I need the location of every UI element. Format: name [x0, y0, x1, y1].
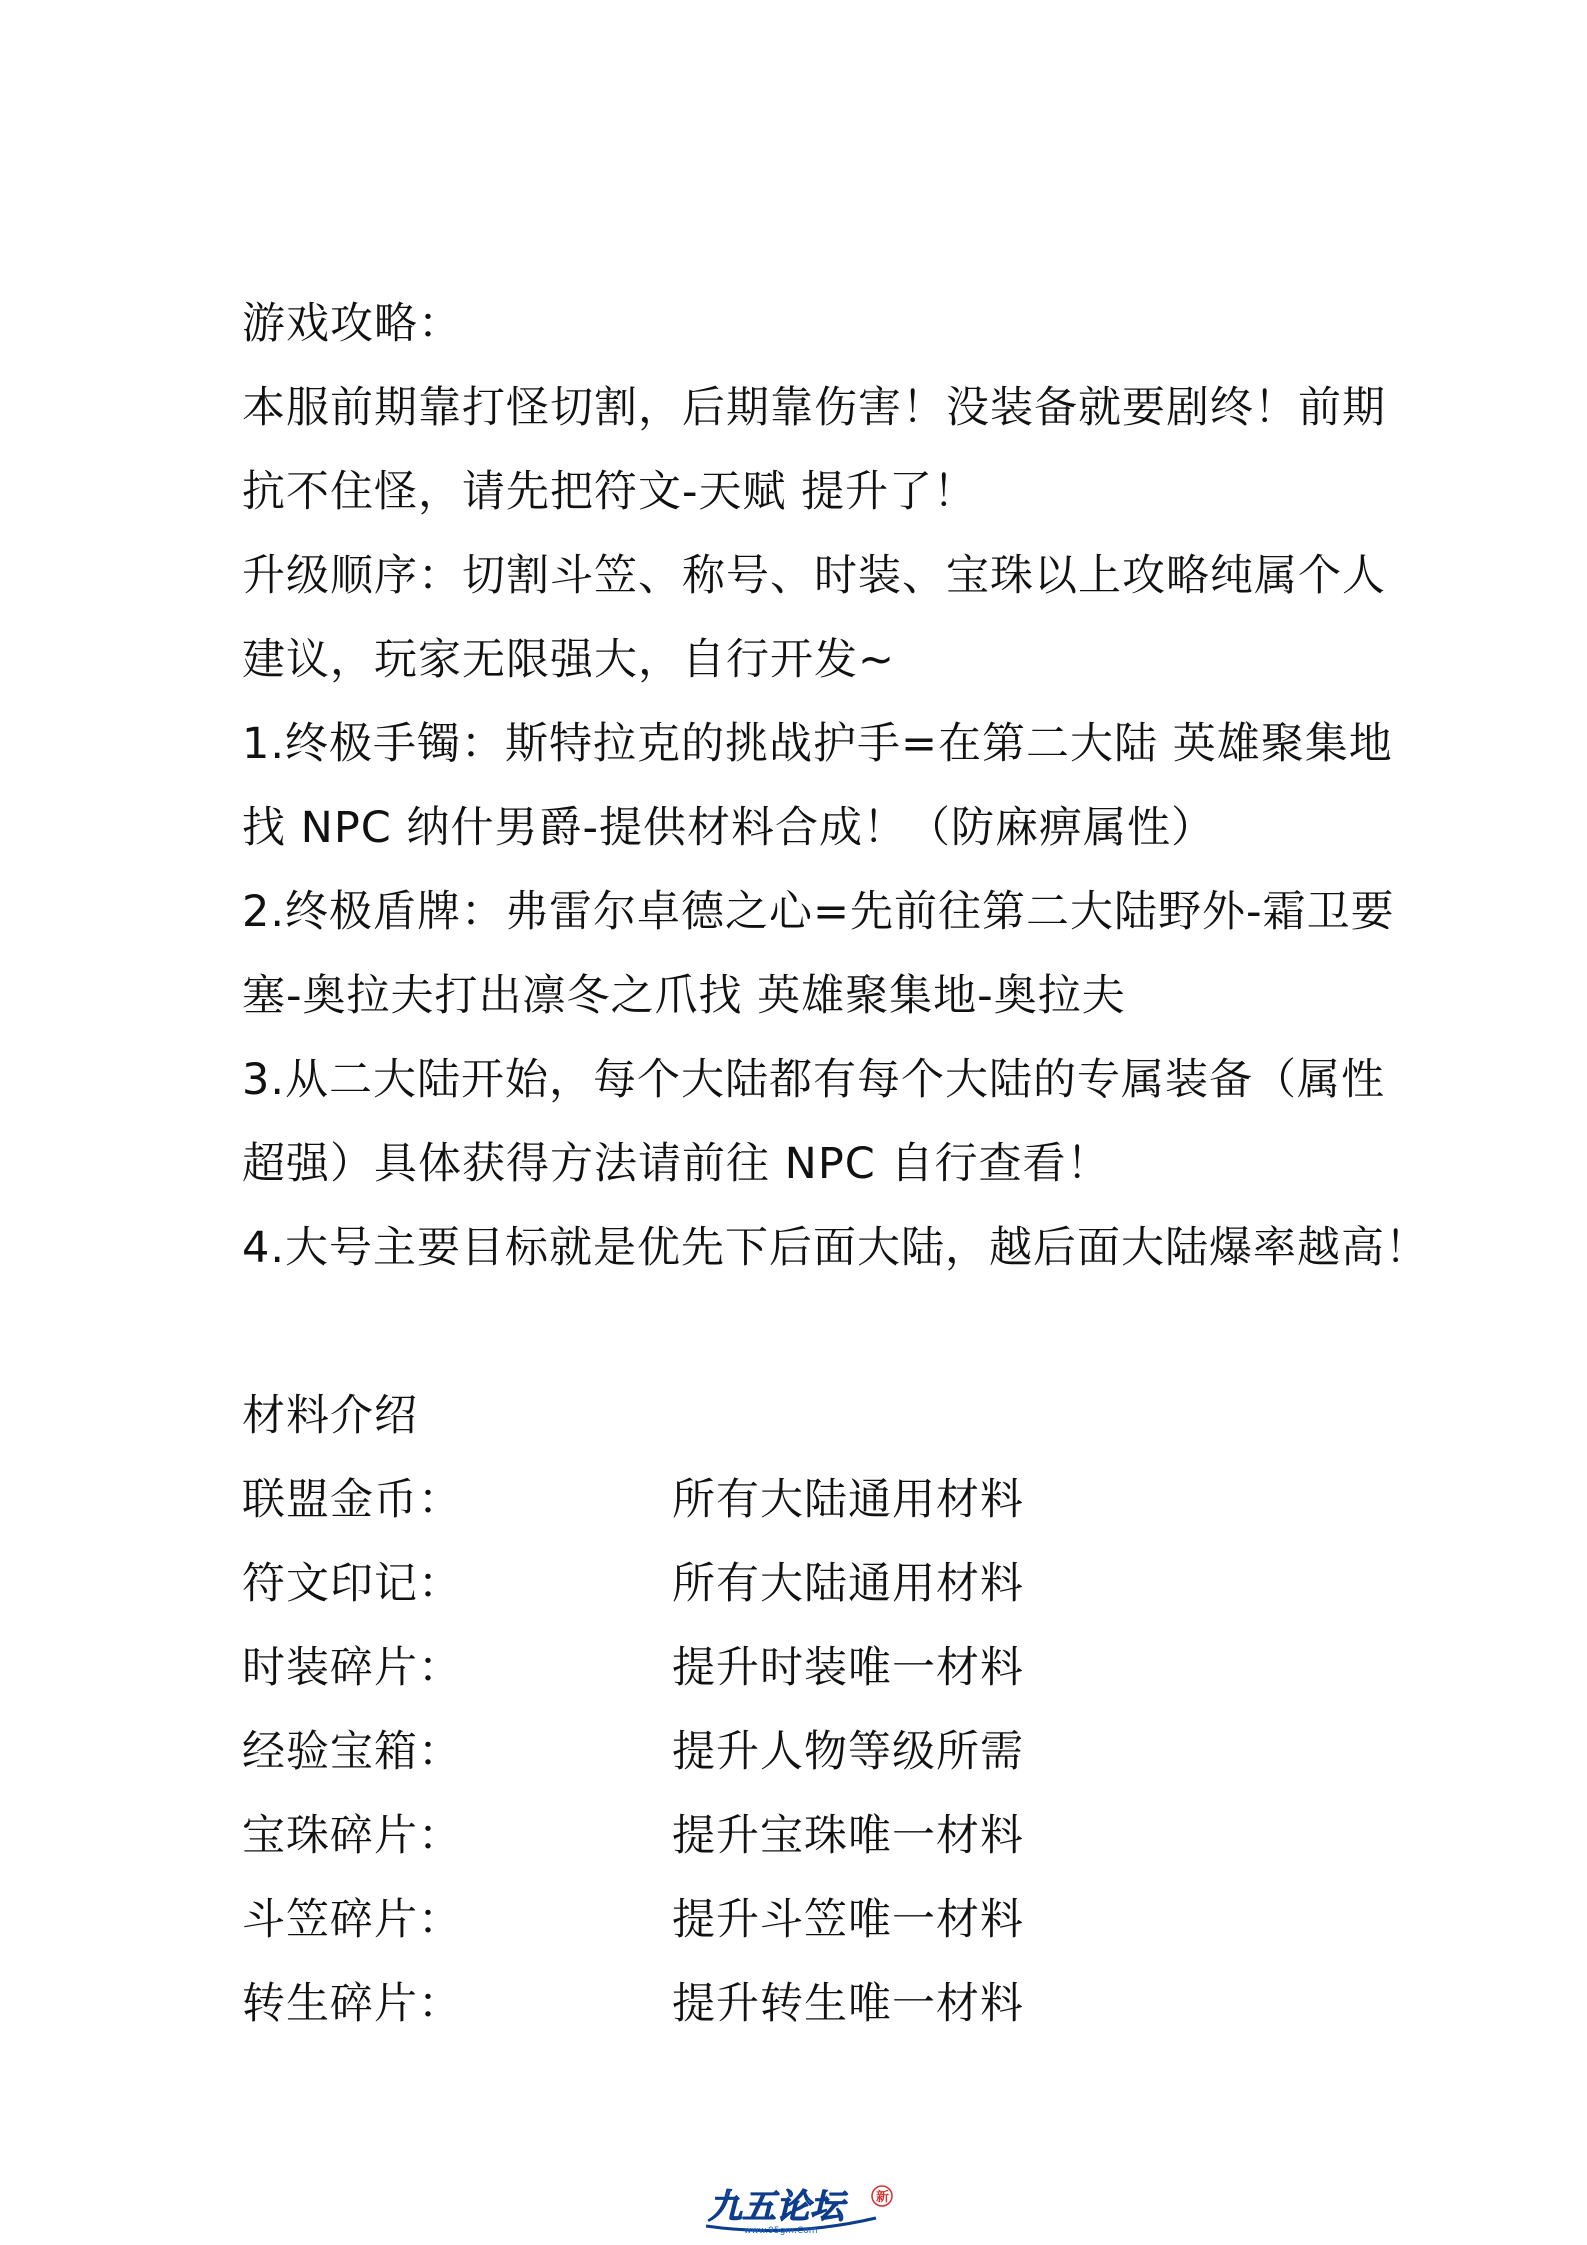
- material-row: [242, 1626, 1362, 1710]
- material-desc: 提升宝珠唯一材料: [672, 1811, 1024, 1861]
- material-name: 转生碎片：: [242, 1979, 462, 2029]
- guide-item-line: 4.大号主要目标就是优先下后面大陆，越后面大陆爆率越高！: [242, 1223, 1430, 1273]
- material-desc: 提升斗笠唯一材料: [672, 1895, 1024, 1945]
- svg-text:新: 新: [876, 2190, 890, 2205]
- material-row: [242, 1542, 1362, 1626]
- guide-title: 游戏攻略：: [242, 299, 462, 349]
- material-row: [242, 1878, 1362, 1962]
- material-row: [242, 1710, 1362, 1794]
- materials-heading: 材料介绍: [242, 1391, 418, 1441]
- material-desc: 提升时装唯一材料: [672, 1643, 1024, 1693]
- material-name: 符文印记：: [242, 1559, 462, 1609]
- blank-line: [242, 1290, 1362, 1374]
- material-desc: 提升人物等级所需: [672, 1727, 1024, 1777]
- guide-item-line: 找 NPC 纳什男爵-提供材料合成！（防麻痹属性）: [242, 803, 1215, 853]
- material-desc: 所有大陆通用材料: [672, 1475, 1024, 1525]
- guide-item-line: 塞-奥拉夫打出凛冬之爪找 英雄聚集地-奥拉夫: [242, 971, 1126, 1021]
- guide-item-line: 1.终极手镯：斯特拉克的挑战护手=在第二大陆 英雄聚集地: [242, 719, 1393, 769]
- material-name: 宝珠碎片：: [242, 1811, 462, 1861]
- document-body: [242, 282, 1430, 2046]
- svg-text:九五论坛: 九五论坛: [708, 2187, 844, 2227]
- material-name: 斗笠碎片：: [242, 1895, 462, 1945]
- material-row: [242, 1794, 1362, 1878]
- svg-text:www.95gm.Com: www.95gm.Com: [744, 2226, 818, 2236]
- material-desc: 所有大陆通用材料: [672, 1559, 1024, 1609]
- material-name: 经验宝箱：: [242, 1727, 462, 1777]
- guide-paragraph-line: 升级顺序：切割斗笠、称号、时装、宝珠以上攻略纯属个人: [242, 551, 1386, 601]
- guide-item-line: 超强）具体获得方法请前往 NPC 自行查看！: [242, 1139, 1111, 1189]
- guide-item-line: 2.终极盾牌：弗雷尔卓德之心=先前往第二大陆野外-霜卫要: [242, 887, 1395, 937]
- material-row: [242, 1458, 1362, 1542]
- site-logo: [700, 2178, 910, 2238]
- guide-paragraph-line: 抗不住怪，请先把符文-天赋 提升了！: [242, 467, 978, 517]
- guide-item-line: 3.从二大陆开始，每个大陆都有每个大陆的专属装备（属性: [242, 1055, 1386, 1105]
- material-name: 联盟金币：: [242, 1475, 462, 1525]
- material-name: 时装碎片：: [242, 1643, 462, 1693]
- guide-paragraph-line: 建议，玩家无限强大，自行开发~: [242, 635, 896, 685]
- guide-paragraph-line: 本服前期靠打怪切割，后期靠伤害！没装备就要剧终！前期: [242, 383, 1386, 433]
- material-desc: 提升转生唯一材料: [672, 1979, 1024, 2029]
- material-row: [242, 1962, 1362, 2046]
